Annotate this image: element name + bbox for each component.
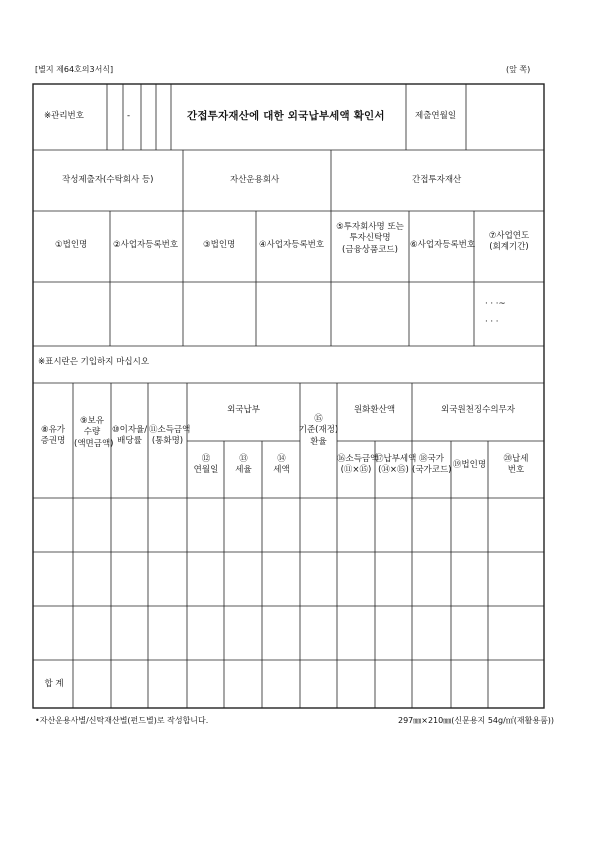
management-number-dash: - [127,111,131,121]
col14-line1: ⑭ [277,454,286,464]
col18-line1: ⑱국가 [419,454,444,464]
col-country-18 [412,454,451,477]
col-corp-name-19: ⑲법인명 [452,460,487,470]
period-end-marks: · · · [485,317,499,327]
col-date-12 [188,454,224,477]
col15-line1: ⑮ [314,414,323,424]
period-start-marks: · · ·~ [485,299,506,309]
submit-date-label: 제출연월일 [415,111,457,121]
col5-line2: 투자신탁명 [349,233,391,244]
col-income-amount-11 [149,425,191,448]
col-tax-paid-won-17 [375,454,417,477]
col-tax-rate-13 [225,454,262,477]
col15-line2: 기준(재정) [298,425,339,436]
preparer-section-label: 작성제출자(수탁회사 등) [62,175,154,185]
col-fiscal-year-7 [478,231,540,254]
col7-line2: (회계기간) [489,242,529,253]
col10-line1: ⑩이자율/ [112,425,148,435]
foreign-tax-paid-group: 외국납부 [227,405,260,415]
col-corp-name-3: ③법인명 [203,240,236,250]
col9-line2: 수량 [83,427,101,438]
col11-line2: (통화명) [151,436,184,447]
shaded-note: ※표시란은 기입하지 마십시오 [38,357,150,367]
col-biz-reg-no-4: ④사업자등록번호 [259,240,325,250]
col13-line1: ⑬ [239,454,248,464]
col-biz-reg-no-6: ⑥사업자등록번호 [410,240,476,250]
col-investment-company-5 [333,222,407,256]
col8-line1: ⑧유가 [40,425,66,435]
col5-line1: ⑤투자회사명 또는 [336,222,404,232]
col5-line3: (금융상품코드) [342,244,398,255]
col20-line1: ⑳납세 [503,454,529,464]
col-corp-name-1: ①법인명 [55,240,88,250]
page-side-label: (앞 쪽) [506,65,531,74]
col9-line3: (액면금액) [74,438,114,449]
col12-line2: 연월일 [193,465,219,476]
management-number-label: ※관리번호 [44,111,84,121]
indirect-property-section-label: 간접투자재산 [412,175,462,185]
col13-line2: 세율 [235,465,252,476]
col8-line2: 증권명 [40,436,66,447]
col17-line1: ⑰납부세액 [375,454,417,464]
paper-spec: 297㎜×210㎜(신문용지 54g/㎡(재활용품)) [398,716,555,725]
col7-line1: ⑦사업연도 [488,231,530,241]
col17-line2: (⑭×⑮) [378,465,409,476]
won-converted-group: 원화환산액 [353,405,396,415]
col14-line2: 세액 [273,465,290,476]
col-security-name-8 [35,425,71,448]
col12-line1: ⑫ [201,454,211,464]
total-label: 합 계 [44,679,64,689]
col9-line1: ⑨보유 [79,416,105,426]
col-exchange-rate-15 [298,414,339,448]
withholding-agent-group: 외국원천징수의무자 [441,405,515,415]
col-income-won-16 [337,454,379,477]
col20-line2: 번호 [507,465,525,476]
form-number: [별지 제64호의3서식] [35,65,114,74]
form-title: 간접투자재산에 대한 외국납부세액 확인서 [187,110,385,122]
col-taxpayer-no-20 [488,454,544,477]
col-tax-amount-14 [263,454,300,477]
col18-line2: (국가코드) [412,465,452,476]
col-biz-reg-no-2: ②사업자등록번호 [113,240,179,250]
col-holding-qty-9 [74,416,114,450]
col-interest-rate-10 [112,425,147,448]
col10-line2: 배당률 [117,436,142,447]
col11-line1: ⑪소득금액 [149,425,191,435]
col16-line2: (⑪×⑮) [340,465,372,476]
col15-line3: 환율 [310,436,327,447]
footer-note: •자산운용사별/신탁재산별(펀드별)로 작성합니다. [35,716,209,725]
asset-management-section-label: 자산운용회사 [230,175,280,185]
col16-line1: ⑯소득금액 [337,454,379,464]
